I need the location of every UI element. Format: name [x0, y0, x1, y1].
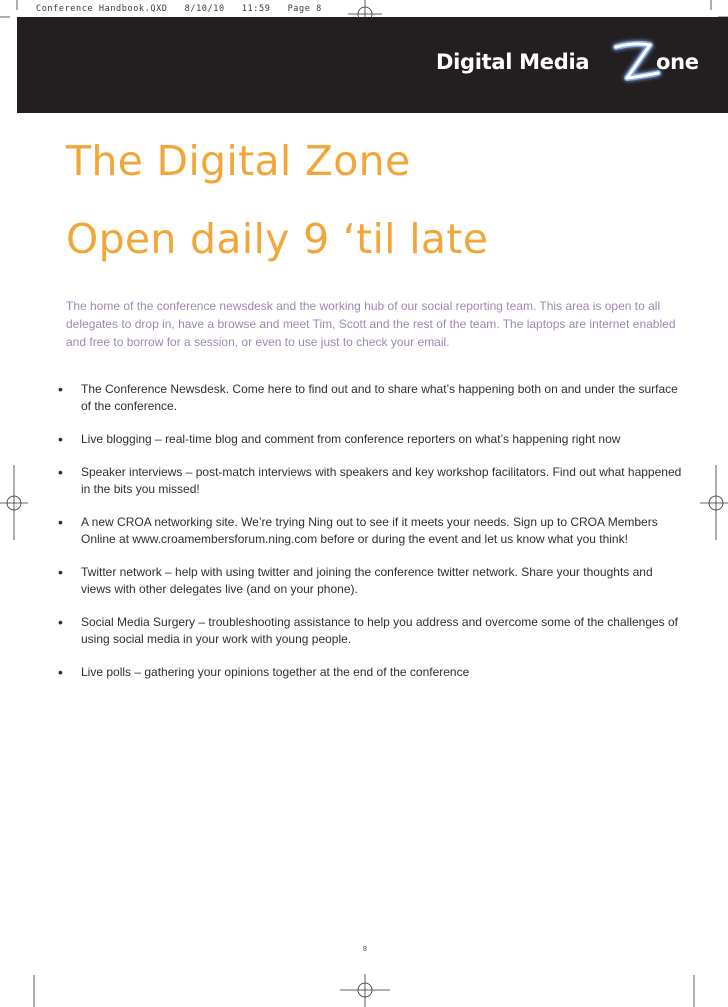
list-item-text: Social Media Surgery – troubleshooting assistance to help you address and overcome some of the challenges of using social media in your work with young people.: [81, 615, 679, 646]
bullet-icon: •: [58, 564, 63, 580]
bullet-icon: •: [58, 464, 63, 480]
bullet-icon: •: [58, 431, 63, 447]
list-item: [53, 514, 683, 548]
logo-text: Digital Media: [436, 50, 590, 74]
list-item: [53, 664, 683, 681]
list-item-text: Speaker interviews – post-match interviews with speakers and key workshop facilitators. Find out what happened in the bits you missed!: [81, 465, 682, 496]
list-item: [53, 614, 683, 648]
intro-paragraph: The home of the conference newsdesk and the working hub of our social reporting team. This area is open to all delegates to drop in, have a browse and meet Tim, Scott and the rest of the team. The laptops are internet enabled and free to borrow for a session, or even to use just to check your email.: [66, 299, 676, 349]
bullet-icon: •: [58, 514, 63, 530]
list-item-text: Live polls – gathering your opinions together at the end of the conference: [81, 665, 470, 679]
list-item-text: A new CROA networking site. We’re trying Ning out to see if it meets your needs. Sign up to CROA Members Online at www.croamembersforum.ning.com before or during the event and let us know what you think!: [81, 515, 658, 546]
digital-media-zone-logo: [432, 28, 702, 94]
heading-line-1: The Digital Zone: [66, 137, 411, 185]
list-item-text: Twitter network – help with using twitter and joining the conference twitter network. Share your thoughts and views with other delegates live (and on your phone).: [81, 565, 653, 596]
list-item-text: The Conference Newsdesk. Come here to find out and to share what’s happening both on and under the surface of the conference.: [81, 382, 678, 413]
list-item: [53, 464, 683, 498]
list-item-text: Live blogging – real-time blog and comment from conference reporters on what’s happening right now: [81, 432, 621, 446]
page-number: 8: [363, 946, 367, 953]
list-item: [53, 381, 683, 415]
list-item: [53, 431, 683, 448]
logo-text-zone: one: [656, 50, 699, 74]
bullet-icon: •: [58, 381, 63, 397]
feature-list: [53, 381, 683, 681]
heading-line-2: Open daily 9 ‘til late: [66, 215, 489, 263]
bullet-icon: •: [58, 614, 63, 630]
print-slug: Conference Handbook.QXD 8/10/10 11:59 Page 8: [36, 4, 322, 14]
list-item: [53, 564, 683, 598]
bullet-icon: •: [58, 664, 63, 680]
